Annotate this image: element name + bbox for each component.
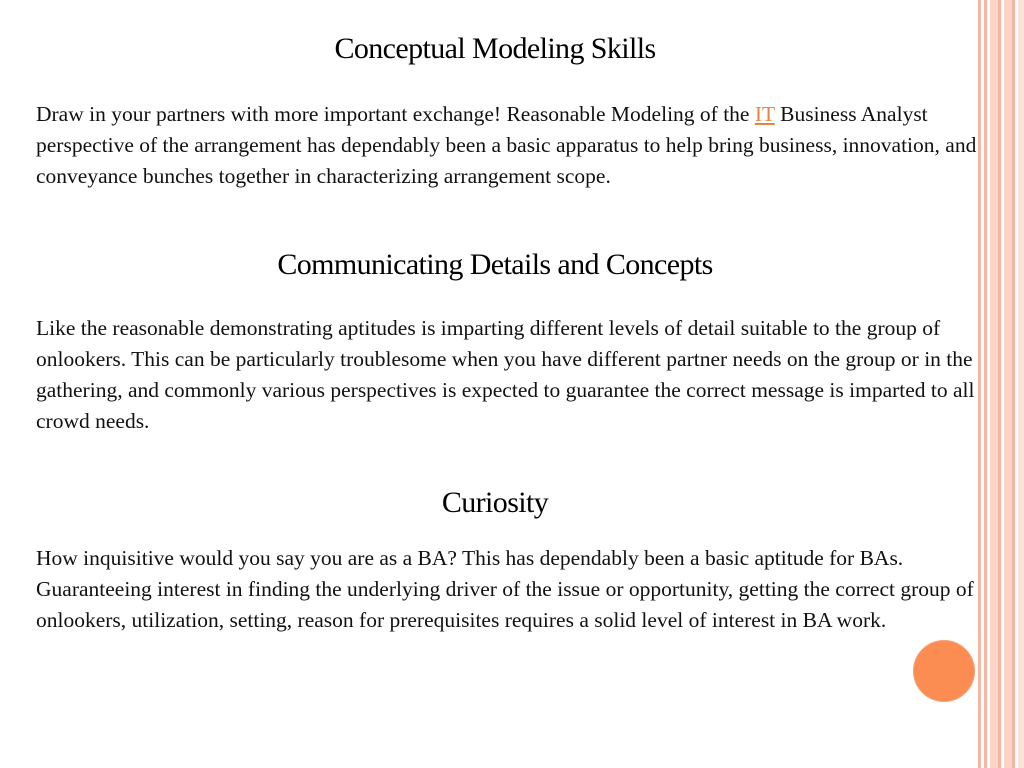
border-stripe [990,0,998,768]
border-stripe [1012,0,1015,768]
border-stripe [998,0,1001,768]
section-paragraph-curiosity: How inquisitive would you say you are as a BA? This has dependably been a basic aptitude for BAs. Guaranteeing interest in finding the underlying driver of the issue or opportunity, getting the correct group of onlookers, utilization, setting, reason for prerequisites requires a solid level of interest in BA work. [36,546,974,632]
it-link[interactable]: IT [754,102,775,126]
section-paragraph-conceptual-modeling [36,99,986,192]
border-stripe [1004,0,1012,768]
section-heading-conceptual-modeling: Conceptual Modeling Skills [334,32,656,65]
decorative-circle [913,640,975,702]
section-heading-communicating-details: Communicating Details and Concepts [277,248,713,281]
border-stripe [1018,0,1024,768]
paragraph-text: Draw in your partners with more important exchange! Reasonable Modeling of the [36,102,755,126]
paragraph-text: Business Analyst perspective of the arrangement has dependably been a basic apparatus to help bring business, innovation, and conveyance bunches together in characterizing arrangement scope. [36,102,977,188]
section-paragraph-communicating-details: Like the reasonable demonstrating aptitudes is imparting different levels of detail suitable to the group of onlookers. This can be particularly troublesome when you have different partner needs on the group or in the gathering, and commonly various perspectives is expected to guarantee the correct message is imparted to all crowd needs. [36,316,975,433]
section-heading-curiosity: Curiosity [441,486,549,519]
